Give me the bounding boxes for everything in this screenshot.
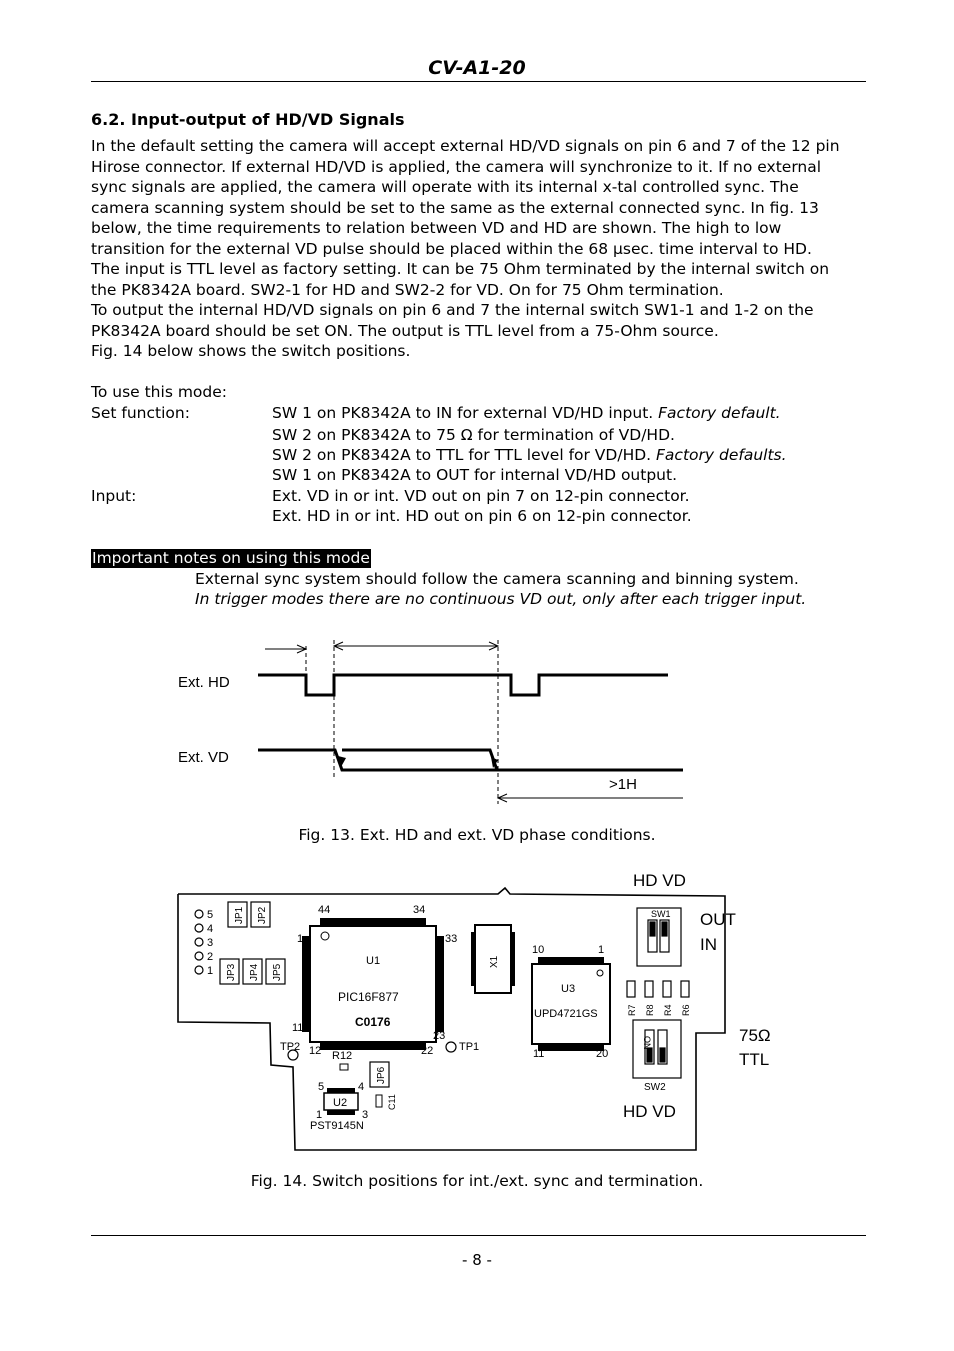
- connector-pin-label: 5: [207, 909, 214, 921]
- r6-label: R6: [681, 1004, 691, 1016]
- section-paragraph: [91, 136, 866, 362]
- input-line: Ext. VD in or int. VD out on pin 7 on 12-pin connector.: [272, 487, 690, 505]
- header-rule: [91, 81, 866, 82]
- u2-pin-label: 1: [316, 1109, 323, 1121]
- set-function-line: SW 1 on PK8342A to IN for external VD/HD input. Factory default.: [272, 404, 781, 422]
- connector-pin: [195, 910, 203, 918]
- u1-label: U1: [366, 955, 381, 967]
- u3-pin-label: 20: [596, 1048, 609, 1060]
- jp6-label: JP6: [376, 1066, 387, 1084]
- testpoint-tp1: [446, 1042, 456, 1052]
- connector-pin: [195, 952, 203, 960]
- ext-hd-label: Ext. HD: [178, 674, 230, 691]
- fig14-caption: Fig. 14. Switch positions for int./ext. sync and termination.: [250, 1172, 704, 1190]
- resistor-r6: [681, 981, 689, 997]
- jp5-label: JP5: [272, 963, 283, 981]
- u2-pin-label: 4: [358, 1081, 365, 1093]
- out-label: OUT: [700, 910, 736, 929]
- paragraph-line: PK8342A board should be set ON. The output is TTL level from a 75-Ohm source.: [91, 321, 719, 340]
- u1-pin-label: 1: [297, 933, 304, 945]
- jp1-label: JP1: [234, 906, 245, 924]
- ext-vd-label: Ext. VD: [178, 749, 229, 766]
- connector-pin: [195, 966, 203, 974]
- in-label: IN: [700, 935, 717, 954]
- sw1-label: SW1: [651, 909, 671, 919]
- paragraph-line: below, the time requirements to relation between VD and HD are shown. The high to low: [91, 219, 782, 237]
- jp4-label: JP4: [249, 963, 260, 981]
- resistor-r8: [645, 981, 653, 997]
- sw2-label: SW2: [644, 1082, 666, 1093]
- u1-pin-label: 22: [421, 1045, 434, 1057]
- resistor-r12: [340, 1064, 348, 1070]
- vd-waveform-segment: [342, 750, 497, 770]
- vd-waveform: [258, 750, 683, 770]
- jp3-label: JP3: [226, 963, 237, 981]
- r12-label: R12: [332, 1050, 353, 1062]
- fig13-caption: Fig. 13. Ext. HD and ext. VD phase conditions.: [298, 826, 656, 844]
- set-function-line: SW 1 on PK8342A to OUT for internal VD/HD output.: [272, 466, 677, 484]
- paragraph-line: camera scanning system should be set to the same as the external connected sync. In fig. 13: [91, 198, 819, 217]
- resistor-r4: [663, 981, 671, 997]
- connector-pin-label: 1: [207, 965, 214, 977]
- note-line: External sync system should follow the camera scanning and binning system.: [195, 570, 799, 588]
- u1-pin-label: 23: [433, 1030, 446, 1042]
- interval-label: >1H: [609, 776, 637, 793]
- u3-pin-label: 10: [532, 944, 545, 956]
- on-label: ON: [642, 1036, 652, 1050]
- x1-label: X1: [489, 955, 500, 968]
- u2-pin-label: 5: [318, 1081, 325, 1093]
- note-line-italic: In trigger modes there are no continuous VD out, only after each trigger input.: [195, 590, 807, 608]
- u3-part-label: UPD4721GS: [534, 1008, 598, 1020]
- connector-pin-label: 3: [207, 937, 214, 949]
- page-number: - 8 -: [462, 1251, 492, 1269]
- capacitor-c11: [376, 1095, 382, 1107]
- u2-pin-label: 3: [362, 1109, 369, 1121]
- u2-label: U2: [333, 1097, 348, 1109]
- paragraph-line: The input is TTL level as factory setting. It can be 75 Ohm terminated by the internal switch on: [91, 260, 830, 278]
- document-title: CV-A1-20: [428, 57, 526, 79]
- paragraph-line: the PK8342A board. SW2-1 for HD and SW2-2 for VD. On for 75 Ohm termination.: [91, 280, 724, 299]
- paragraph-line: Fig. 14 below shows the switch positions.: [91, 342, 411, 360]
- tp1-label: TP1: [459, 1041, 480, 1053]
- section-heading: 6.2. Input-output of HD/VD Signals: [91, 110, 405, 129]
- footer-rule: [91, 1235, 866, 1236]
- mode-intro: To use this mode:: [91, 383, 227, 401]
- set-function-line: SW 2 on PK8342A to 75 Ω for termination of VD/HD.: [272, 426, 675, 444]
- ttl-label: TTL: [739, 1050, 770, 1069]
- r4-label: R4: [663, 1004, 673, 1016]
- connector-pin-label: 2: [207, 951, 214, 963]
- u3-label: U3: [561, 983, 576, 995]
- hd-vd-bottom-label: HD VD: [623, 1102, 676, 1121]
- u1-pin-label: 44: [318, 904, 331, 916]
- connector-pin: [195, 924, 203, 932]
- important-notes-label: Important notes on using this mode: [92, 549, 370, 567]
- u1-pin-label: 33: [445, 933, 458, 945]
- paragraph-line: Hirose connector. If external HD/VD is applied, the camera will synchronize to it. If no external: [91, 157, 822, 176]
- u1-part-label: PIC16F877: [338, 990, 399, 1004]
- hd-waveform: [258, 675, 668, 695]
- u1-pin-label: 12: [309, 1045, 322, 1057]
- paragraph-line: sync signals are applied, the camera will operate with its internal x-tal controlled sync. The: [91, 178, 799, 196]
- ohm-label: 75Ω: [739, 1026, 771, 1045]
- connector-pin: [195, 938, 203, 946]
- timing-diagram: [0, 630, 954, 810]
- paragraph-line: transition for the external VD pulse should be placed within the 68 µsec. time interval to HD.: [91, 239, 812, 258]
- pcb-diagram: [0, 860, 954, 1160]
- u3-pin-label: 1: [598, 944, 605, 956]
- connector-pin-label: 4: [207, 923, 214, 935]
- u1-pin-label: 34: [413, 904, 426, 916]
- paragraph-line: In the default setting the camera will accept external HD/VD signals on pin 6 and 7 of the 12 pin: [91, 137, 840, 155]
- paragraph-line: To output the internal HD/VD signals on pin 6 and 7 the internal switch SW1-1 and 1-2 on the: [91, 301, 814, 319]
- set-function-label: Set function:: [91, 404, 190, 422]
- resistor-r7: [627, 981, 635, 997]
- r7-label: R7: [627, 1004, 637, 1016]
- chip-u1: [302, 918, 444, 1050]
- u2-part-label: PST9145N: [310, 1120, 364, 1132]
- u1-code-label: C0176: [355, 1015, 391, 1029]
- r8-label: R8: [645, 1004, 655, 1016]
- hd-vd-top-label: HD VD: [633, 871, 686, 890]
- u1-pin-label: 11: [292, 1022, 304, 1034]
- c11-label: C11: [387, 1094, 397, 1110]
- tp2-label: TP2: [280, 1041, 301, 1053]
- input-line: Ext. HD in or int. HD out on pin 6 on 12-pin connector.: [272, 507, 692, 525]
- input-label: Input:: [91, 487, 137, 505]
- jp2-label: JP2: [257, 906, 268, 924]
- chip-u3: [532, 957, 610, 1051]
- set-function-line: SW 2 on PK8342A to TTL for TTL level for VD/HD. Factory defaults.: [272, 446, 787, 464]
- u3-pin-label: 11: [533, 1048, 545, 1060]
- switch-sw2: [633, 1020, 681, 1078]
